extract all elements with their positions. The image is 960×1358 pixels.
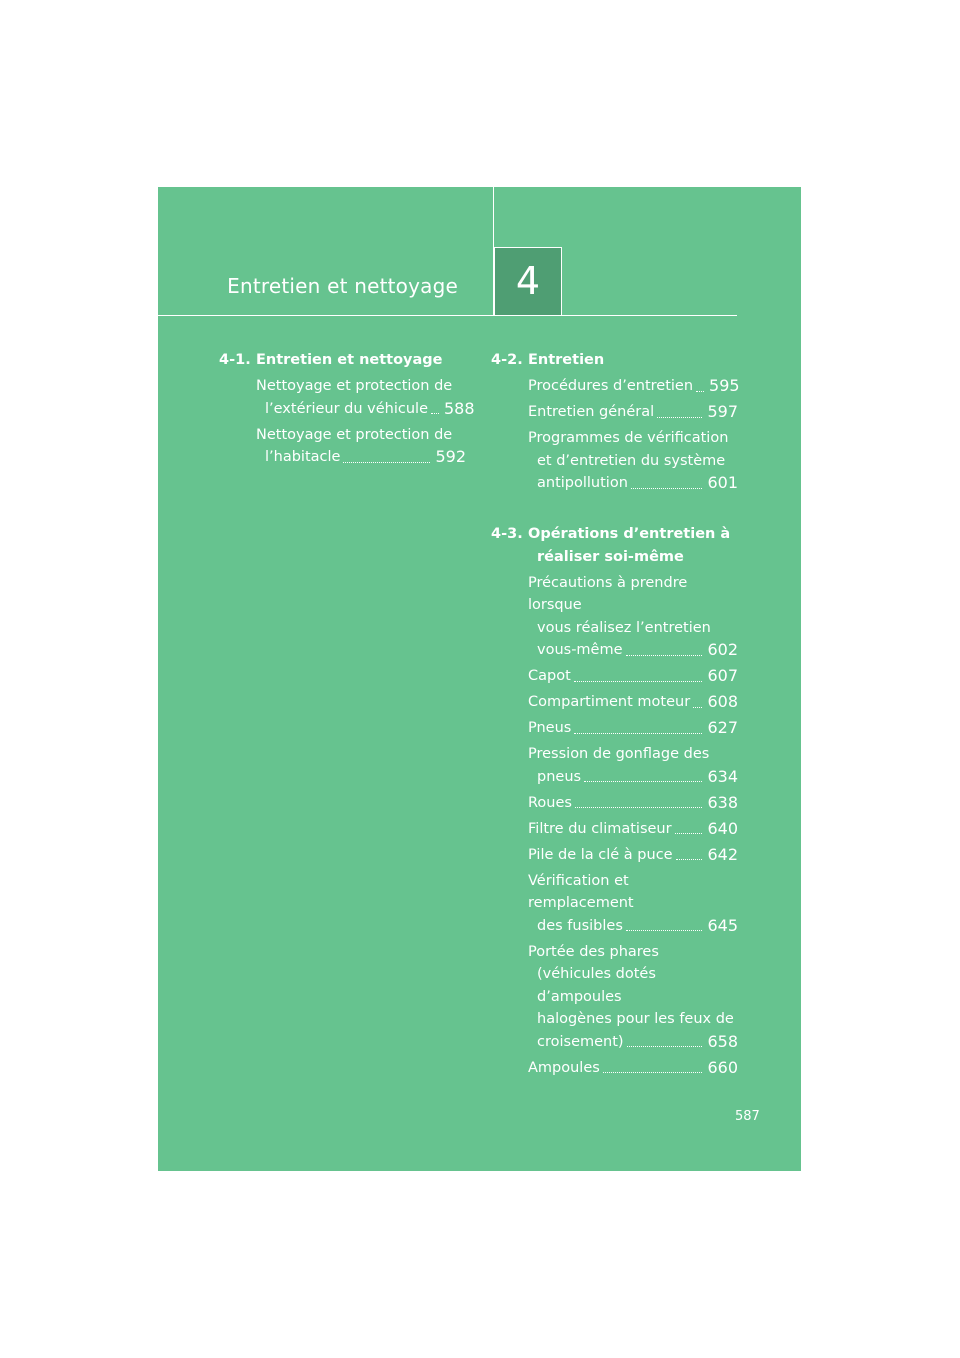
toc-entry-page: 601 bbox=[707, 473, 738, 492]
dot-leader bbox=[657, 417, 702, 418]
toc-entry-label: croisement) bbox=[537, 1033, 624, 1050]
toc-entry-page: 595 bbox=[709, 376, 740, 395]
toc-entry-text: Portée des phares bbox=[528, 943, 659, 960]
toc-entry-label: Procédures d’entretien bbox=[528, 378, 694, 394]
section-heading bbox=[491, 349, 738, 372]
toc-entry-text: Pression de gonflage des bbox=[528, 746, 710, 762]
toc-entry-label: vous-même bbox=[537, 642, 623, 658]
header-divider-horizontal bbox=[158, 315, 737, 316]
toc-entry-label: Capot bbox=[528, 668, 571, 684]
section-heading bbox=[491, 523, 738, 568]
chapter-number-tab: 4 bbox=[494, 247, 562, 315]
toc-entry[interactable] bbox=[256, 424, 466, 469]
toc-entry-page: 602 bbox=[707, 640, 738, 659]
page-number: 587 bbox=[735, 1109, 760, 1124]
toc-entry[interactable] bbox=[528, 375, 738, 398]
toc-entry-label: Pneus bbox=[528, 720, 572, 736]
dot-leader bbox=[626, 655, 703, 656]
toc-entry[interactable] bbox=[528, 401, 738, 424]
toc-entry-page: 607 bbox=[707, 666, 738, 685]
section-heading bbox=[219, 349, 466, 372]
toc-entry[interactable] bbox=[528, 427, 738, 495]
toc-entry-page: 642 bbox=[707, 844, 738, 864]
toc-entry-page: 658 bbox=[707, 1031, 738, 1051]
toc-entry-label: Ampoules bbox=[528, 1059, 600, 1076]
toc-entry-page: 588 bbox=[444, 398, 475, 418]
toc-entry-text: Programmes de vérification bbox=[528, 430, 729, 446]
toc-entry[interactable] bbox=[528, 691, 738, 714]
toc-entry[interactable] bbox=[528, 572, 738, 662]
toc-entry-text: Nettoyage et protection de bbox=[256, 426, 453, 443]
toc-entry-text: Nettoyage et protection de bbox=[256, 378, 453, 394]
toc-entry[interactable] bbox=[528, 665, 738, 688]
toc-entry-label: Entretien général bbox=[528, 404, 655, 420]
toc-entry-text: vous réalisez l’entretien bbox=[537, 619, 711, 636]
toc-entry[interactable] bbox=[528, 844, 738, 867]
section-title: Entretien et nettoyage bbox=[256, 352, 443, 368]
dot-leader bbox=[575, 807, 702, 808]
dot-leader bbox=[627, 1046, 703, 1047]
toc-section-4-1 bbox=[219, 349, 475, 469]
toc-entry-page: 645 bbox=[707, 915, 738, 935]
toc-entry-page: 638 bbox=[707, 792, 738, 812]
toc-entry-page: 627 bbox=[707, 718, 738, 737]
dot-leader bbox=[631, 488, 703, 489]
toc-entry-page: 592 bbox=[435, 447, 466, 466]
dot-leader bbox=[626, 930, 703, 931]
section-number: 4-1. bbox=[219, 352, 251, 368]
toc-entry-text: halogènes pour les feux de bbox=[537, 1011, 734, 1027]
toc-entry-label: pneus bbox=[537, 768, 582, 785]
toc-entry-text: et d’entretien du système bbox=[537, 452, 726, 469]
toc-entry-label: l’extérieur du véhicule bbox=[265, 400, 428, 417]
dot-leader bbox=[343, 462, 430, 463]
toc-entry-page: 634 bbox=[707, 766, 738, 786]
section-title: Opérations d’entretien à réaliser soi-même bbox=[528, 526, 731, 565]
toc-entry[interactable] bbox=[528, 717, 738, 740]
toc-entry[interactable] bbox=[528, 1057, 738, 1080]
dot-leader bbox=[574, 681, 703, 682]
chapter-panel bbox=[158, 187, 801, 1171]
toc-entry-label: Pile de la clé à puce bbox=[528, 846, 673, 863]
toc-entry-label: des fusibles bbox=[537, 917, 623, 934]
toc-entry[interactable] bbox=[528, 941, 738, 1054]
toc-entry-page: 608 bbox=[707, 692, 738, 711]
dot-leader bbox=[696, 391, 704, 392]
toc-entry-text: Précautions à prendre lorsque bbox=[528, 574, 688, 613]
dot-leader bbox=[584, 781, 702, 782]
dot-leader bbox=[603, 1072, 703, 1073]
toc-entry[interactable] bbox=[528, 743, 738, 788]
dot-leader bbox=[574, 733, 702, 734]
toc-entry-label: Filtre du climatiseur bbox=[528, 820, 672, 837]
chapter-title: Entretien et nettoyage bbox=[227, 274, 458, 298]
toc-entry-page: 660 bbox=[707, 1057, 738, 1077]
toc-entry-label: antipollution bbox=[537, 475, 628, 491]
dot-leader bbox=[431, 413, 439, 414]
toc-entry-page: 640 bbox=[707, 818, 738, 838]
toc-entry-label: Compartiment moteur bbox=[528, 694, 691, 710]
toc-entry[interactable] bbox=[256, 375, 475, 420]
toc-section-4-3 bbox=[491, 523, 738, 1079]
section-number: 4-2. bbox=[491, 352, 523, 368]
toc-section-4-2 bbox=[491, 349, 738, 495]
toc-entry-page: 597 bbox=[707, 402, 738, 421]
toc-entry-label: l’habitacle bbox=[265, 449, 341, 465]
toc-entry[interactable] bbox=[528, 870, 738, 938]
section-title: Entretien bbox=[528, 352, 605, 368]
dot-leader bbox=[675, 833, 703, 834]
section-number: 4-3. bbox=[491, 526, 523, 542]
toc-entry-text: (véhicules dotés d’ampoules bbox=[537, 966, 656, 1005]
toc-entry-text: Vérification et remplacement bbox=[528, 872, 634, 911]
toc-entry-label: Roues bbox=[528, 794, 572, 811]
toc-entry[interactable] bbox=[528, 792, 738, 815]
dot-leader bbox=[676, 859, 703, 860]
dot-leader bbox=[693, 707, 702, 708]
toc-entry[interactable] bbox=[528, 818, 738, 841]
